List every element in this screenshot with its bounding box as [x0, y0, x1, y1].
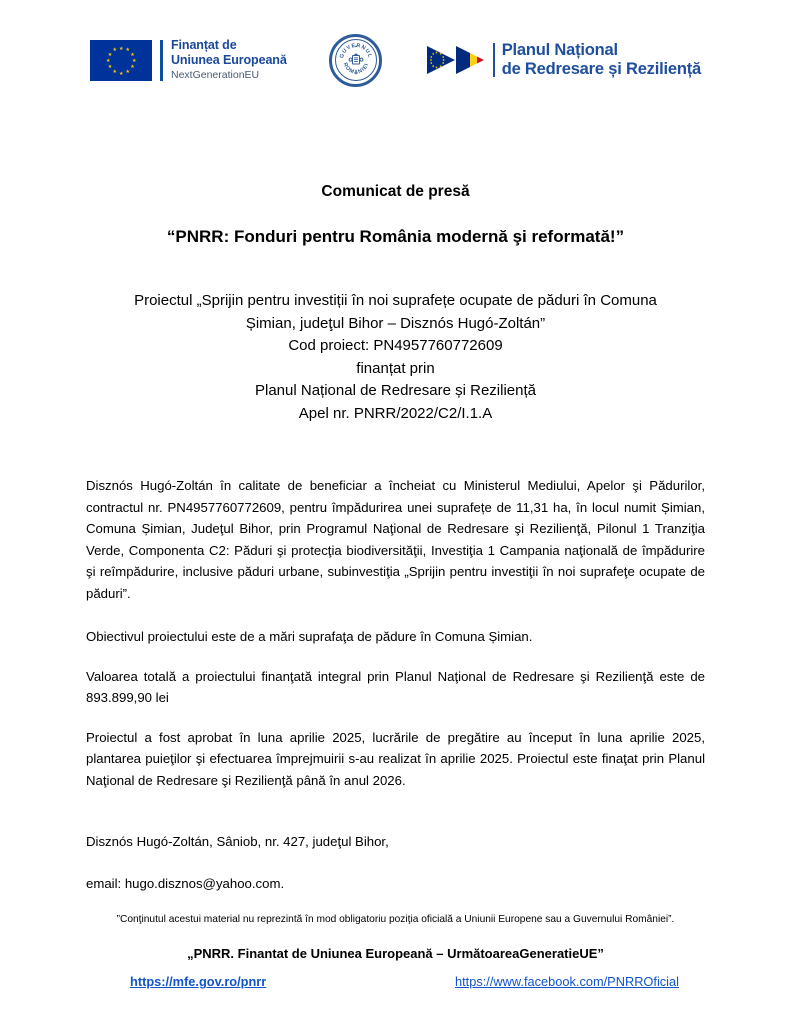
title-block [86, 182, 705, 248]
project-call-number: Apel nr. PNRR/2022/C2/I.1.A [298, 404, 493, 422]
paragraph-timeline: Proiectul a fost aprobat în luna aprilie 2025, lucrările de pregătire au început în luna aprilie 2025, plantarea puieţilor şi efectuarea împrejmuirii s-au realizat în aprilie 2025. Proiectul este finaţat prin Planul Naţional de Redresare şi Rezilienţă până în anul 2026. [86, 729, 705, 788]
pnrr-logo [425, 41, 701, 79]
eu-logo-divider [160, 40, 163, 81]
project-name-line1: Proiectul „Sprijin pentru investiții în noi suprafețe ocupate de păduri în Comuna [134, 292, 657, 309]
footer-links [86, 973, 705, 990]
contact-block [86, 831, 705, 894]
eu-logo-line2: Uniunea Europeană [171, 52, 287, 67]
svg-text:GUVERNUL: GUVERNUL [338, 42, 373, 60]
pnrr-logo-line2: de Redresare și Reziliență [501, 60, 701, 78]
eu-funding-logo [90, 38, 287, 82]
footer-link-mfe[interactable]: https://mfe.gov.ro/pnrr [130, 974, 267, 989]
project-name-line2: Șimian, judeţul Bihor – Disznós Hugó-Zoltán” [245, 314, 546, 332]
eu-logo-line1: Finanțat de [171, 38, 237, 52]
page-subtitle: “PNRR: Fonduri pentru România modernă şi reformată!” [166, 227, 625, 246]
pnrr-logo-text [502, 41, 701, 79]
project-program-name: Planul Național de Redresare și Reziliență [255, 382, 536, 399]
paragraph-contract-details: Disznós Hugó-Zoltán în calitate de beneficiar a încheiat cu Ministerul Mediului, Apelor şi Pădurilor, contractul nr. PN4957760772609, pentru împădurirea unei suprafețe de 11,31 ha, în locul numit Șimian, Comuna Șimian, Judeţul Bihor, prin Programul Naţional de Redresare şi Rezilienţă, Pilonul 1 Tranziţia Verde, Componenta C2: Păduri şi protecţia biodiversităţii, Investiţia 1 Campania naţională de împădurire şi reîmpădurire, inclusive păduri urbane, subinvestiţia „Sprijin pentru investiţii în noi suprafeţe ocupate de păduri”. [86, 478, 705, 601]
contact-email: email: hugo.disznos@yahoo.com. [86, 875, 285, 891]
project-code: Cod proiect: PN4957760772609 [288, 337, 503, 354]
body-block [86, 475, 705, 894]
footer-slogan: „PNRR. Finantat de Uniunea Europeană – UrmătoareaGeneratieUE” [187, 946, 604, 961]
project-info-block [86, 290, 705, 425]
eu-flag-icon: ★ ★ ★ ★ ★ ★ ★ ★ ★ ★ ★ ★ [90, 40, 152, 81]
footer-disclaimer: ”Conţinutul acestui material nu reprezintă în mod obligatoriu poziţia oficială a Uniunii Europene sau a Guvernului României”. [116, 914, 675, 925]
pnrr-logo-divider [493, 43, 495, 77]
pnrr-logo-line1: Planul Național [501, 41, 618, 59]
eu-logo-line3: NextGenerationEU [171, 69, 260, 81]
government-seal-icon [329, 34, 382, 87]
project-financed-by-label: finanțat prin [356, 359, 435, 377]
footer [86, 913, 705, 990]
eu-logo-text [171, 38, 287, 82]
contact-address: Disznós Hugó-Zoltán, Sâniob, nr. 427, judeţul Bihor, [86, 834, 389, 849]
pnrr-arrows-icon [425, 41, 487, 79]
logo-bar [86, 0, 705, 120]
footer-link-facebook[interactable]: https://www.facebook.com/PNRROficial [454, 974, 679, 989]
svg-text:ROMANIEI: ROMANIEI [341, 61, 370, 76]
paragraph-total-value: Valoarea totală a proiectului finanţată integral prin Planul Naţional de Redresare şi Rezilienţă este de 893.899,90 lei [86, 668, 705, 705]
page-title: Comunicat de presă [321, 183, 470, 200]
paragraph-objective: Obiectivul proiectului este de a mări suprafaţa de pădure în Comuna Șimian. [86, 629, 533, 644]
